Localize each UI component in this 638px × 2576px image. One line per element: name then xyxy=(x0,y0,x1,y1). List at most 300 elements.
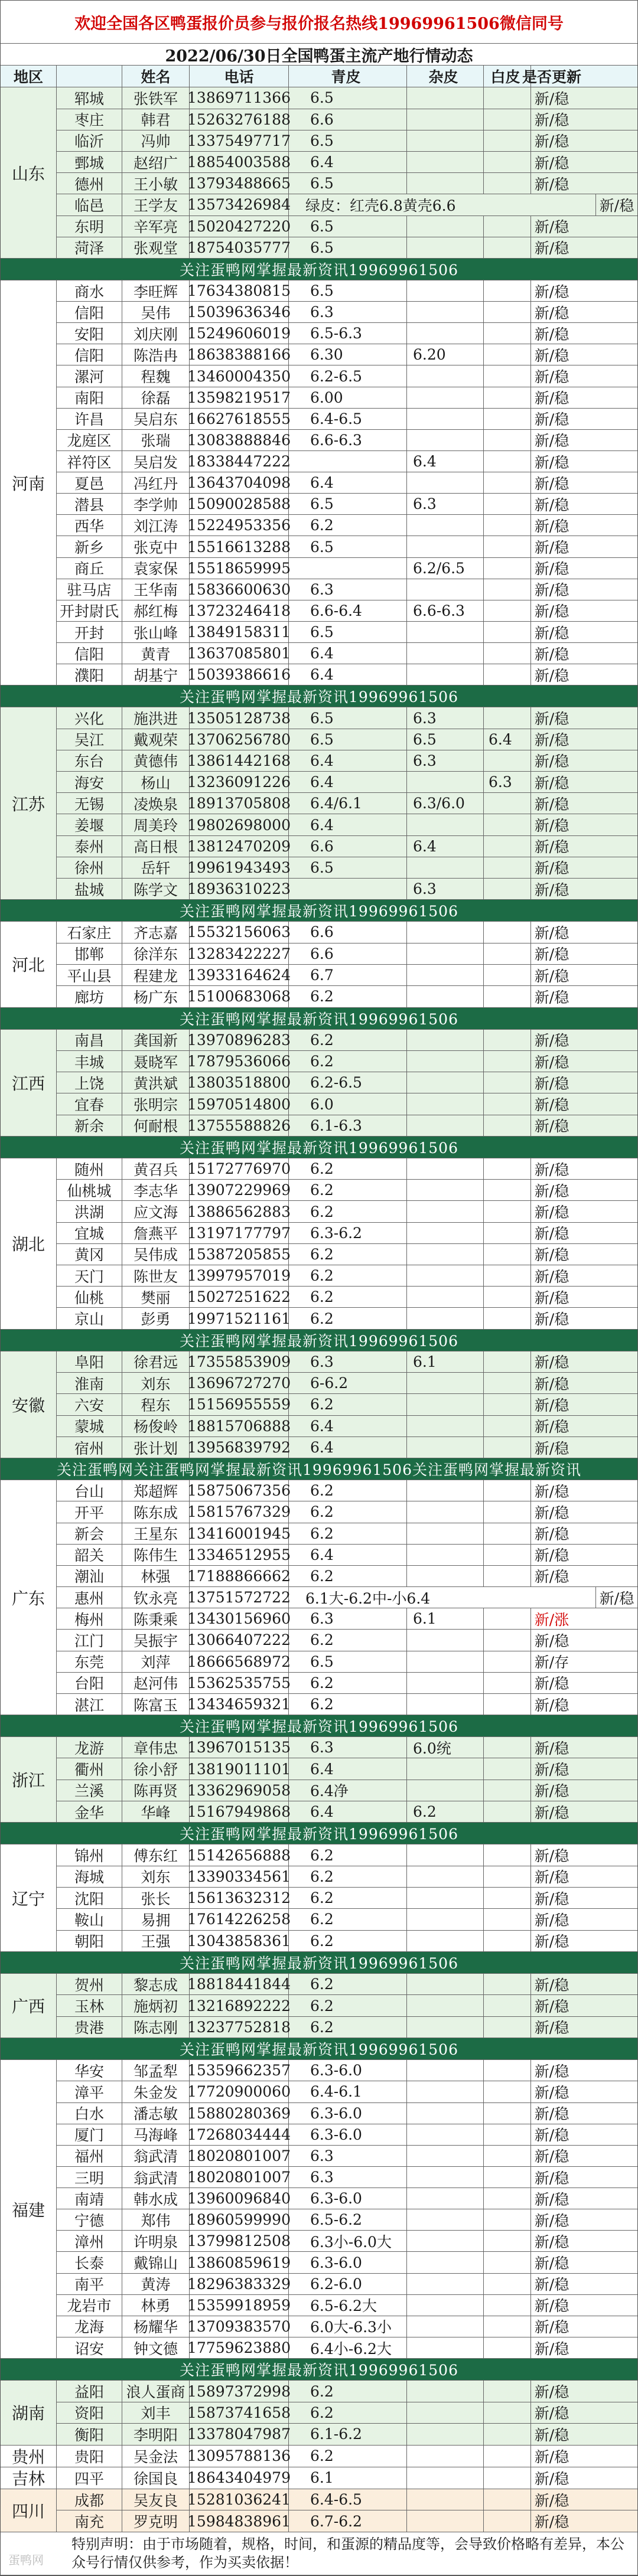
city-cell: 许昌 xyxy=(57,409,122,429)
phone-number: 15362535755 xyxy=(190,1673,289,1693)
white-shell-price xyxy=(484,1223,531,1243)
mixed-shell-price xyxy=(407,2060,484,2081)
green-shell-price: 6.2 xyxy=(289,2446,407,2467)
contact-name: 徐国良 xyxy=(122,2467,190,2489)
banner-row xyxy=(1,2359,637,2381)
mixed-shell-price xyxy=(407,2274,484,2294)
city-cell: 漳州 xyxy=(57,2231,122,2251)
update-status: 新/稳 xyxy=(534,368,569,386)
green-shell-price: 6.30 xyxy=(289,344,407,365)
mixed-shell-price: 6.0统 xyxy=(407,1737,484,1758)
city-cell: 鞍山 xyxy=(57,1909,122,1929)
update-status: 新/稳 xyxy=(534,517,569,535)
green-shell-price: 6.4 xyxy=(289,472,407,493)
mixed-shell-price: 6.3 xyxy=(407,750,484,771)
mixed-shell-price: 6.4 xyxy=(407,451,484,472)
mixed-shell-price: 6.3 xyxy=(407,879,484,899)
region-label: 河南 xyxy=(1,280,57,685)
update-status: 新/稳 xyxy=(534,645,569,663)
table-row xyxy=(57,836,637,857)
table-row xyxy=(57,1523,637,1545)
white-shell-price xyxy=(484,1265,531,1286)
green-shell-price: 6.2 xyxy=(289,1673,407,1693)
mixed-shell-price xyxy=(407,2316,484,2337)
mixed-shell-price xyxy=(407,2167,484,2188)
contact-name: 张观堂 xyxy=(122,237,190,258)
white-shell-price xyxy=(484,494,531,514)
mixed-shell-price: 6.1 xyxy=(407,1351,484,1372)
white-shell-price xyxy=(484,1158,531,1179)
green-shell-price: 6.6 xyxy=(289,922,407,942)
green-shell-price: 6.5 xyxy=(289,237,407,258)
white-shell-price xyxy=(484,1888,531,1908)
white-shell-price xyxy=(484,173,531,194)
white-shell-price xyxy=(484,1373,531,1393)
phone-number: 13043858361 xyxy=(190,1931,289,1951)
phone-number: 17268034444 xyxy=(190,2124,289,2145)
phone-number: 17355853909 xyxy=(190,1351,289,1372)
phone-number: 15984838961 xyxy=(190,2510,289,2532)
contact-name: 刘萍 xyxy=(122,1651,190,1672)
region-label: 辽宁 xyxy=(1,1844,57,1951)
contact-name: 潘志敏 xyxy=(122,2103,190,2124)
table-row xyxy=(57,1758,637,1780)
region-rows xyxy=(57,922,637,1007)
region-label: 贵州 xyxy=(1,2446,57,2467)
phone-number: 15039386616 xyxy=(190,664,289,685)
update-status: 新/稳 xyxy=(534,2384,569,2401)
mixed-shell-price xyxy=(407,1030,484,1050)
city-cell: 徐州 xyxy=(57,857,122,878)
green-shell-price: 6.1 xyxy=(289,2467,407,2489)
update-status: 新/稳 xyxy=(534,1526,569,1543)
region-group xyxy=(1,922,637,1007)
phone-number: 18854003588 xyxy=(190,152,289,172)
region-rows xyxy=(57,1351,637,1458)
city-cell: 仙桃城 xyxy=(57,1180,122,1200)
region-rows xyxy=(57,280,637,685)
region-label: 江西 xyxy=(1,1030,57,1136)
green-shell-price: 6.4净 xyxy=(289,1780,407,1801)
white-shell-price xyxy=(484,2295,531,2316)
update-status: 新/稳 xyxy=(534,1804,569,1821)
region-group xyxy=(1,1844,637,1951)
update-status: 新/稳 xyxy=(534,967,569,985)
contact-name: 高日根 xyxy=(122,836,190,857)
contact-name: 张长 xyxy=(122,1888,190,1908)
green-shell-price: 6.0大-6.3小 xyxy=(289,2316,407,2337)
table-row xyxy=(57,280,637,302)
table-row xyxy=(57,1394,637,1415)
update-status: 新/稳 xyxy=(534,432,569,450)
contact-name: 李志华 xyxy=(122,1180,190,1200)
city-cell: 夏邑 xyxy=(57,472,122,493)
white-shell-price xyxy=(484,2188,531,2209)
phone-number: 13997957019 xyxy=(190,1265,289,1286)
phone-number: 18913705808 xyxy=(190,793,289,814)
update-status: 新/稳 xyxy=(534,1246,569,1264)
phone-number: 13460004350 xyxy=(190,365,289,386)
mixed-shell-price xyxy=(407,1158,484,1179)
green-shell-price: 6.5 xyxy=(289,1651,407,1672)
white-shell-price xyxy=(484,664,531,685)
city-cell: 盐城 xyxy=(57,879,122,899)
city-cell: 锦州 xyxy=(57,1844,122,1865)
phone-number: 15359662357 xyxy=(190,2060,289,2081)
green-shell-price: 6.5-6.2 xyxy=(289,2209,407,2230)
table-row xyxy=(57,2209,637,2231)
update-status: 新/稳 xyxy=(534,1053,569,1071)
green-shell-price: 6.6 xyxy=(289,943,407,964)
mixed-shell-price xyxy=(407,2489,484,2510)
banner-text: 关注蛋鸭网关注蛋鸭网掌握最新资讯19969961506关注蛋鸭网掌握最新资讯 xyxy=(57,1461,581,1479)
phone-number: 13970896283 xyxy=(190,1030,289,1050)
table-row xyxy=(57,387,637,409)
white-shell-price xyxy=(484,2274,531,2294)
mixed-shell-price xyxy=(407,409,484,429)
white-shell-price xyxy=(484,2167,531,2188)
update-status: 新/稳 xyxy=(534,1911,569,1929)
green-shell-price xyxy=(289,451,407,472)
region-label: 江苏 xyxy=(1,707,57,899)
mixed-shell-price xyxy=(407,986,484,1007)
update-status: 新/稳 xyxy=(534,2062,569,2080)
phone-number: 13434659321 xyxy=(190,1694,289,1715)
mixed-shell-price xyxy=(407,302,484,322)
city-cell: 蒙城 xyxy=(57,1416,122,1436)
update-status: 新/稳 xyxy=(534,539,569,557)
update-status: 新/稳 xyxy=(534,1761,569,1779)
contact-name: 龚国新 xyxy=(122,1030,190,1050)
update-status: 新/稳 xyxy=(534,1182,569,1200)
green-shell-price: 6.5-6.2大 xyxy=(289,2295,407,2316)
green-shell-price: 6.2 xyxy=(289,1630,407,1650)
mixed-shell-price xyxy=(407,472,484,493)
update-status: 新/稳 xyxy=(534,1204,569,1222)
city-cell: 天门 xyxy=(57,1265,122,1286)
city-cell: 台阳 xyxy=(57,1673,122,1693)
update-status: 新/稳 xyxy=(534,1976,569,1994)
mixed-shell-price xyxy=(407,430,484,450)
update-status: 新/稳 xyxy=(534,924,569,942)
update-status: 新/稳 xyxy=(534,1439,569,1457)
update-status: 新/稳 xyxy=(534,2276,569,2294)
table-row xyxy=(57,1844,637,1866)
phone-number: 18643404979 xyxy=(190,2467,289,2489)
city-cell: 开封 xyxy=(57,622,122,642)
white-shell-price xyxy=(484,1866,531,1887)
white-shell-price xyxy=(484,750,531,771)
contact-name: 王星东 xyxy=(122,1523,190,1544)
region-label: 山东 xyxy=(1,87,57,258)
contact-name: 程东 xyxy=(122,1394,190,1415)
header-region: 地区 xyxy=(1,66,57,87)
phone-number: 13095788136 xyxy=(190,2446,289,2467)
update-status: 新/稳 xyxy=(534,988,569,1006)
city-cell: 厦门 xyxy=(57,2124,122,2145)
table-row xyxy=(57,1974,637,1995)
green-shell-price: 6.2 xyxy=(289,1287,407,1307)
table-row xyxy=(57,2188,637,2209)
update-status: 新/稳 xyxy=(534,475,569,492)
contact-name: 戴锦山 xyxy=(122,2252,190,2273)
region-label: 四川 xyxy=(1,2489,57,2532)
region-label: 湖南 xyxy=(1,2381,57,2444)
phone-number: 13362969058 xyxy=(190,1780,289,1801)
city-cell: 华安 xyxy=(57,2060,122,2081)
mixed-shell-price xyxy=(407,1673,484,1693)
white-shell-price xyxy=(484,2489,531,2510)
white-shell-price xyxy=(484,280,531,301)
contact-name: 吴伟成 xyxy=(122,1244,190,1265)
region-label: 浙江 xyxy=(1,1737,57,1822)
table-row xyxy=(57,1308,637,1328)
contact-name: 周美玲 xyxy=(122,814,190,835)
table-row xyxy=(57,793,637,814)
update-status: 新/稳 xyxy=(534,1933,569,1951)
white-shell-price xyxy=(484,814,531,835)
table-row xyxy=(57,344,637,365)
contact-name: 杨耀华 xyxy=(122,2316,190,2337)
header-city xyxy=(57,66,122,87)
phone-number: 13430156960 xyxy=(190,1608,289,1629)
table-row xyxy=(57,1651,637,1673)
phone-number: 13706256780 xyxy=(190,729,289,750)
banner-text: 关注蛋鸭网掌握最新资讯19969961506 xyxy=(180,1718,458,1736)
contact-name: 齐志嘉 xyxy=(122,922,190,942)
mixed-shell-price xyxy=(407,1931,484,1951)
mixed-shell-price xyxy=(407,2188,484,2209)
table-row xyxy=(57,1694,637,1715)
phone-number: 15387205855 xyxy=(190,1244,289,1265)
city-cell: 潜县 xyxy=(57,494,122,514)
city-cell: 益阳 xyxy=(57,2381,122,2401)
table-row xyxy=(57,1737,637,1758)
table-row xyxy=(57,965,637,986)
city-cell: 衢州 xyxy=(57,1758,122,1779)
white-shell-price xyxy=(484,1093,531,1114)
city-cell: 临沂 xyxy=(57,130,122,151)
white-shell-price xyxy=(484,1545,531,1565)
table-row xyxy=(57,2060,637,2081)
update-status: 新/稳 xyxy=(534,325,569,343)
white-shell-price xyxy=(484,536,531,557)
white-shell-price xyxy=(484,943,531,964)
city-cell: 江门 xyxy=(57,1630,122,1650)
region-rows xyxy=(57,2489,637,2532)
mixed-shell-price xyxy=(407,622,484,642)
phone-number: 13083888846 xyxy=(190,430,289,450)
green-shell-price: 6.4 xyxy=(289,814,407,835)
phone-number: 18815706888 xyxy=(190,1416,289,1436)
city-cell: 漳平 xyxy=(57,2081,122,2102)
contact-name: 施炳初 xyxy=(122,1995,190,2016)
city-cell: 朝阳 xyxy=(57,1931,122,1951)
white-shell-price xyxy=(484,1780,531,1801)
phone-number: 13237752818 xyxy=(190,2017,289,2038)
phone-number: 13755588826 xyxy=(190,1115,289,1136)
contact-name: 张明宗 xyxy=(122,1093,190,1114)
phone-number: 13643704098 xyxy=(190,472,289,493)
mixed-shell-price xyxy=(407,515,484,536)
mixed-shell-price xyxy=(407,1223,484,1243)
white-shell-price xyxy=(484,409,531,429)
table-row xyxy=(57,1093,637,1115)
green-shell-price: 6.4 xyxy=(289,1801,407,1822)
mixed-shell-price xyxy=(407,664,484,685)
update-status: 新/稳 xyxy=(534,133,569,151)
update-status: 新/稳 xyxy=(534,496,569,514)
update-status: 新/稳 xyxy=(534,795,569,813)
contact-name: 傅东红 xyxy=(122,1844,190,1865)
city-cell: 商水 xyxy=(57,280,122,301)
phone-number: 15263276188 xyxy=(190,109,289,130)
white-shell-price xyxy=(484,2252,531,2273)
green-shell-price: 6.2 xyxy=(289,2381,407,2401)
update-status: 新/稳 xyxy=(534,1696,569,1714)
update-status: 新/稳 xyxy=(534,603,569,621)
white-shell-price xyxy=(484,1844,531,1865)
green-shell-price: 6.5 xyxy=(289,707,407,728)
table-row xyxy=(57,194,637,216)
white-shell-price xyxy=(484,1909,531,1929)
update-status: 新/稳 xyxy=(534,624,569,642)
green-shell-price: 6.5 xyxy=(289,130,407,151)
update-status: 新/稳 xyxy=(534,1311,569,1328)
table-row xyxy=(57,1287,637,1308)
contact-name: 李学帅 xyxy=(122,494,190,514)
update-status: 新/稳 xyxy=(534,1118,569,1135)
table-row xyxy=(57,2381,637,2402)
green-shell-price: 6.4 xyxy=(289,1545,407,1565)
city-cell: 枣庄 xyxy=(57,109,122,130)
phone-number: 13066407222 xyxy=(190,1630,289,1650)
green-shell-price: 6.2 xyxy=(289,1866,407,1887)
phone-number: 13886562883 xyxy=(190,1201,289,1222)
white-shell-price xyxy=(484,2146,531,2166)
table-row xyxy=(57,1244,637,1265)
phone-number: 13723246418 xyxy=(190,600,289,621)
contact-name: 吴启东 xyxy=(122,409,190,429)
header-white-shell: 白皮 xyxy=(484,66,531,87)
table-row xyxy=(57,1909,637,1930)
price-note: 绿皮：红壳6.8黄壳6.6 xyxy=(289,194,596,215)
phone-number: 13696727270 xyxy=(190,1373,289,1393)
update-status: 新/稳 xyxy=(534,304,569,322)
update-status: 新/稳 xyxy=(534,1483,569,1500)
update-status: 新/稳 xyxy=(534,453,569,471)
disclaimer-text: 特别声明：由于市场随着，规格，时间，和蛋源的精品度等，会导致价格略有差异，本公众号行情仅供参考，作为买卖依据！ xyxy=(71,2535,624,2571)
phone-number: 15518659995 xyxy=(190,558,289,579)
white-shell-price xyxy=(484,130,531,151)
mixed-shell-price: 6.4 xyxy=(407,836,484,857)
update-status: 新/稳 xyxy=(534,774,569,792)
green-shell-price: 6.3 xyxy=(289,1737,407,1758)
white-shell-price xyxy=(484,87,531,108)
header-name: 姓名 xyxy=(122,66,190,87)
contact-name: 钦永亮 xyxy=(122,1587,190,1608)
contact-name: 罗克明 xyxy=(122,2510,190,2532)
table-row xyxy=(57,879,637,899)
phone-number: 15873741658 xyxy=(190,2402,289,2423)
region-label: 吉林 xyxy=(1,2467,57,2489)
white-shell-price xyxy=(484,793,531,814)
green-shell-price: 6.3-6.2 xyxy=(289,1223,407,1243)
white-shell-price xyxy=(484,472,531,493)
mixed-shell-price: 6.1 xyxy=(407,1608,484,1629)
region-rows xyxy=(57,87,637,258)
phone-number: 15875067356 xyxy=(190,1480,289,1501)
white-shell-price xyxy=(484,1072,531,1093)
city-cell: 信阳 xyxy=(57,344,122,365)
white-shell-price xyxy=(484,430,531,450)
mixed-shell-price xyxy=(407,1780,484,1801)
contact-name: 吴友良 xyxy=(122,2489,190,2510)
banner-row xyxy=(1,900,637,922)
table-row xyxy=(57,451,637,472)
city-cell: 南充 xyxy=(57,2510,122,2532)
city-cell: 新余 xyxy=(57,1115,122,1136)
city-cell: 玉林 xyxy=(57,1995,122,2016)
green-shell-price: 6.3-6.0 xyxy=(289,2252,407,2273)
contact-name: 张铁军 xyxy=(122,87,190,108)
table-row xyxy=(57,922,637,943)
banner-text: 关注蛋鸭网掌握最新资讯19969961506 xyxy=(180,2041,458,2059)
contact-name: 黄青 xyxy=(122,643,190,664)
table-row xyxy=(57,1265,637,1287)
contact-name: 吴金法 xyxy=(122,2446,190,2467)
contact-name: 王学友 xyxy=(122,194,190,215)
region-label: 广东 xyxy=(1,1480,57,1715)
banner-row xyxy=(1,1823,637,1844)
contact-name: 章伟忠 xyxy=(122,1737,190,1758)
region-group xyxy=(1,2060,637,2359)
white-shell-price xyxy=(484,707,531,728)
update-status: 新/稳 xyxy=(534,1032,569,1050)
update-status: 新/稳 xyxy=(534,2148,569,2166)
city-cell: 邯郸 xyxy=(57,943,122,964)
contact-name: 徐洋东 xyxy=(122,943,190,964)
green-shell-price: 6.2 xyxy=(289,2017,407,2038)
green-shell-price: 6.5 xyxy=(289,216,407,237)
white-shell-price xyxy=(484,387,531,408)
header-green-shell: 青皮 xyxy=(289,66,407,87)
contact-name: 陈秉乘 xyxy=(122,1608,190,1629)
banner-row xyxy=(1,685,637,707)
date-row xyxy=(1,44,637,66)
white-shell-price xyxy=(484,922,531,942)
update-status: 新/涨 xyxy=(534,1611,569,1628)
phone-number: 18020801007 xyxy=(190,2167,289,2188)
phone-number: 19802698000 xyxy=(190,814,289,835)
region-rows xyxy=(57,707,637,899)
city-cell: 南靖 xyxy=(57,2188,122,2209)
update-status: 新/稳 xyxy=(534,2405,569,2422)
table-row xyxy=(57,1158,637,1180)
green-shell-price: 6.2 xyxy=(289,1180,407,1200)
city-cell: 衡阳 xyxy=(57,2424,122,2444)
table-row xyxy=(57,1673,637,1694)
green-shell-price: 6.4 xyxy=(289,1437,407,1458)
green-shell-price: 6.2 xyxy=(289,1566,407,1586)
mixed-shell-price xyxy=(407,1287,484,1307)
update-status: 新/稳 xyxy=(534,2448,569,2466)
phone-number: 13390334561 xyxy=(190,1866,289,1887)
phone-number: 13933164624 xyxy=(190,965,289,985)
update-status: 新/稳 xyxy=(534,1268,569,1285)
city-cell: 吴江 xyxy=(57,729,122,750)
phone-number: 13960096840 xyxy=(190,2188,289,2209)
